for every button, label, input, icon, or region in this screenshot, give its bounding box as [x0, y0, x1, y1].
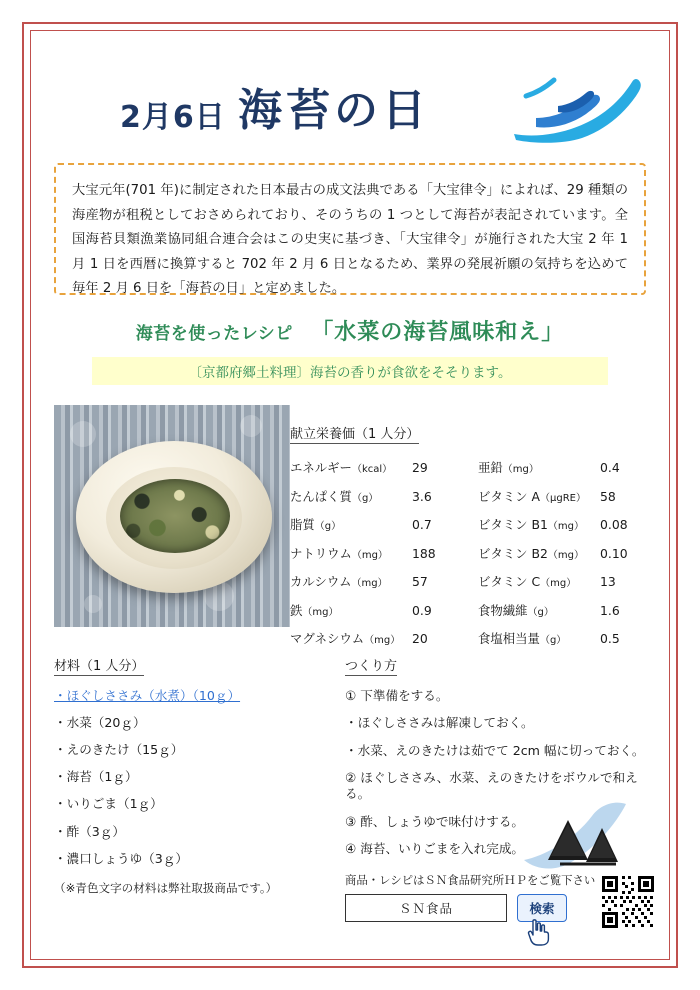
header-date: 2月6日 — [120, 100, 226, 135]
nutrition-row — [290, 544, 456, 562]
dish-food — [120, 479, 230, 553]
nutrient-label: ビタミン B1 — [478, 517, 548, 532]
nutrition-row — [478, 515, 644, 533]
step-item: ③ 酢、しょうゆで味付けする。 — [345, 813, 525, 829]
nutrient-unit: （mg） — [547, 521, 584, 532]
nutrition-column-left — [290, 458, 456, 658]
step-item: ・水菜、えのきたけは茹でて 2cm 幅に切っておく。 — [345, 742, 645, 758]
nutrient-value: 20 — [412, 631, 428, 646]
nutrient-unit: （mg） — [351, 549, 388, 561]
intro-text: 大宝元年(701 年)に制定された日本最古の成文法典である「大宝律令」によれば、29 種類の海産物が租税としておさめられており、そのうちの 1 つとして海苔が表記されています。全国海苔貝類漁業協同組合連合会はこの史実に基づき、「大宝律令」が施行された大宝 2 年 1 月 1 日を西暦に換算すると 702 年 2 月 6 日となるため、業界の発展祈願の気持ちを込めて毎年 2 月 6 日を「海苔の日」と定めました。 — [72, 183, 628, 297]
nutrient-label: カルシウム — [290, 574, 352, 589]
nutrition-row — [290, 458, 456, 476]
nutrition-row — [478, 487, 644, 505]
nutrition-row — [478, 572, 644, 590]
onigiri-nori-logo — [520, 790, 650, 880]
nutrient-label: ビタミン C — [478, 574, 541, 589]
ingredient-item: ・酢（3ｇ） — [54, 823, 125, 839]
nutrition-row — [290, 629, 456, 647]
nutrient-unit: （mg） — [302, 606, 339, 618]
nutrient-value: 1.6 — [600, 602, 620, 618]
nutrition-row — [478, 629, 644, 647]
nutrition-title: 献立栄養価（1 人分） — [290, 423, 419, 444]
nutrition-row — [478, 458, 644, 476]
footer-note: 商品・レシピはＳＮ食品研究所ＨＰをご覧下さい — [345, 873, 596, 887]
nutrient-label: ビタミン A — [478, 488, 540, 504]
ingredient-item: ・濃口しょうゆ（3ｇ） — [54, 850, 188, 866]
recipe-headline — [54, 315, 646, 346]
nutrient-value: 58 — [600, 488, 616, 504]
nutrient-value: 0.5 — [600, 631, 620, 646]
nutrient-unit: （g） — [351, 492, 379, 504]
photo-highlight — [70, 421, 96, 447]
ingredients-note: （※青色文字の材料は弊社取扱商品です。） — [54, 880, 278, 895]
qr-code-icon — [600, 874, 656, 930]
recipe-banner-text: 〔京都府郷土料理〕海苔の香りが食欲をそそります。 — [188, 365, 512, 381]
step-item: ④ 海苔、いりごまを入れ完成。 — [345, 841, 525, 857]
nutrient-value: 0.9 — [412, 602, 432, 618]
nutrient-label: 食塩相当量 — [478, 631, 540, 646]
nutrient-label: ビタミン B2 — [478, 545, 548, 561]
recipe-label: 海苔を使ったレシピ — [135, 324, 293, 344]
nutrient-value: 57 — [412, 574, 428, 589]
nutrient-unit: （g） — [314, 521, 342, 532]
nutrient-label: たんぱく質 — [290, 488, 352, 504]
page-title: 海苔の日 — [238, 85, 430, 136]
nutrient-unit: （mg） — [540, 578, 577, 589]
header — [48, 72, 652, 144]
nutrient-unit: （g） — [527, 606, 554, 618]
search-button[interactable]: 検索 — [517, 894, 567, 922]
nutrient-value: 13 — [600, 574, 616, 589]
plate — [76, 441, 272, 593]
nutrient-label: 食物繊維 — [478, 602, 528, 618]
nutrient-value: 0.4 — [600, 460, 620, 475]
ingredient-item: ・水菜（20ｇ） — [54, 715, 146, 731]
nutrient-label: マグネシウム — [290, 631, 365, 646]
nutrition-row — [478, 544, 644, 562]
recipe-banner — [92, 357, 608, 385]
nutrient-label: 鉄 — [290, 602, 303, 618]
nutrient-value: 3.6 — [412, 488, 432, 504]
nutrition-row — [290, 601, 456, 619]
nutrient-value: 188 — [412, 545, 436, 561]
nutrient-unit: （mg） — [364, 635, 401, 646]
nutrition-row — [290, 572, 456, 590]
ingredients-section — [54, 655, 334, 896]
nutrition-section — [290, 423, 646, 658]
nutrition-column-right — [478, 458, 644, 658]
nutrient-label: ナトリウム — [290, 545, 352, 561]
nutrition-row — [478, 601, 644, 619]
nutrient-unit: （g） — [539, 635, 567, 646]
ingredient-item: ・ほぐしささみ（水煮）（10ｇ） — [54, 688, 241, 703]
nutrient-label: エネルギー — [290, 460, 352, 475]
dish-photo — [54, 405, 290, 627]
ingredient-item: ・いりごま（1ｇ） — [54, 796, 163, 812]
ingredients-title: 材料（1 人分） — [54, 655, 144, 676]
nutrient-value: 0.08 — [600, 517, 628, 532]
nutrient-unit: （mg） — [351, 578, 388, 589]
intro-box — [54, 163, 646, 295]
step-item: ② ほぐしささみ、水菜、えのきたけをボウルで和える。 — [345, 770, 638, 802]
wave-logo-icon — [506, 72, 646, 144]
search-input[interactable]: ＳＮ食品 — [345, 894, 507, 922]
nutrient-value: 29 — [412, 460, 428, 475]
step-item: ・ほぐしささみは解凍しておく。 — [345, 715, 534, 731]
nutrient-unit: （μgRE） — [539, 492, 586, 504]
nutrient-value: 0.7 — [412, 517, 432, 532]
recipe-name: 「水菜の海苔風味和え」 — [311, 320, 565, 345]
nutrient-label: 脂質 — [290, 517, 315, 532]
ingredient-item: ・海苔（1ｇ） — [54, 769, 138, 785]
nutrient-value: 0.10 — [600, 545, 628, 561]
nutrient-label: 亜鉛 — [478, 460, 503, 475]
photo-highlight — [84, 595, 102, 613]
nutrition-row — [290, 487, 456, 505]
nutrient-unit: （mg） — [502, 464, 539, 475]
nutrient-unit: （kcal） — [351, 464, 393, 475]
ingredient-item: ・えのきたけ（15ｇ） — [54, 742, 184, 758]
nutrition-row — [290, 515, 456, 533]
hand-cursor-icon — [525, 918, 549, 944]
step-item: ① 下準備をする。 — [345, 688, 449, 703]
steps-title: つくり方 — [345, 655, 397, 676]
nutrient-unit: （mg） — [547, 549, 584, 561]
photo-highlight — [240, 415, 262, 437]
